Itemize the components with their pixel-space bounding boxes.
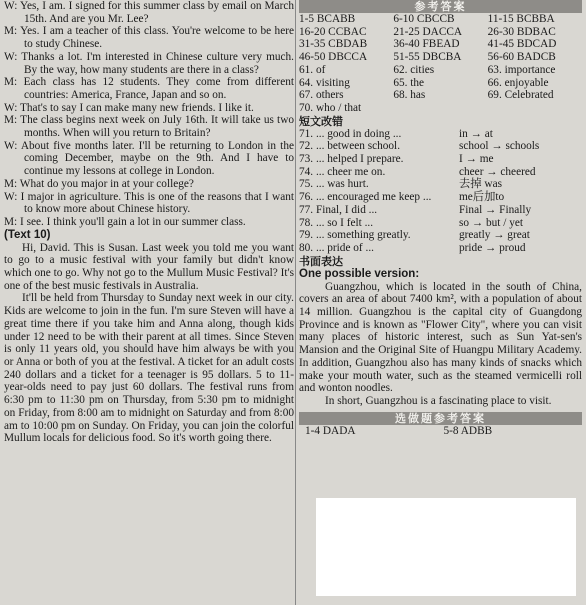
dialogue-line: M: Yes. I am a teacher of this class. You're welcome to be here to study Chinese.	[4, 25, 294, 51]
correction-row	[299, 191, 582, 204]
correction-fix: school → schools	[459, 140, 540, 153]
essay-paragraph: In short, Guangzhou is a fascinating place to visit.	[325, 394, 552, 407]
answer-cell: 66. enjoyable	[487, 76, 549, 89]
answer-cell: 62. cities	[393, 63, 435, 76]
answer-cell: 61. of	[299, 63, 326, 76]
correction-row	[299, 128, 582, 141]
answer-grid	[299, 13, 582, 115]
correction-error: 76. ... encouraged me keep ...	[299, 191, 432, 204]
correction-error: 75. ... was hurt.	[299, 178, 369, 191]
answer-row	[299, 77, 582, 90]
answer-cell: 67. others	[299, 89, 344, 102]
optional-answers-heading: 选做题参考答案	[299, 412, 582, 425]
dialogue-line: M: Each class has 12 students. They come from different countries: America, France, Japan and so on.	[4, 76, 294, 101]
dialogue-line: W: Yes, I am. I signed for this summer class by email on March 15th. And are you Mr. Lee?	[4, 0, 294, 25]
answer-cell: 31-35 CBDAB	[299, 38, 368, 51]
answer-key-column	[299, 0, 582, 437]
correction-error: 71. ... good in doing ...	[299, 127, 402, 140]
correction-row	[299, 166, 582, 179]
answer-row	[299, 38, 582, 51]
answer-cell: 46-50 DBCCA	[299, 51, 368, 64]
answer-cell: 36-40 FBEAD	[393, 38, 460, 51]
dialogue-line: W: I major in agriculture. This is one of the reasons that I want to know more about Chinese history.	[4, 190, 294, 216]
correction-fix: in → at	[459, 127, 493, 140]
answer-cell: 68. has	[393, 89, 426, 102]
dialogue-line: W: About five months later. I'll be returning to London in the coming December, maybe on the 9th. And I have to continue my lessons at college in London.	[4, 139, 294, 178]
answer-cell: 26-30 BDBAC	[487, 25, 556, 38]
answer-row	[299, 13, 582, 26]
answer-cell: 41-45 BDCAD	[487, 38, 557, 51]
answer-row	[299, 89, 582, 102]
correction-row	[299, 242, 582, 255]
dialogue	[4, 0, 294, 229]
column-divider	[295, 0, 296, 605]
correction-fix: me后加to	[459, 191, 505, 204]
text10-paragraph: Hi, David. This is Susan. Last week you told me you want to go to a music festival with your family but didn't know which one to go. Why not go to the Mullum Music Festival? It's one of the best music festivals in Australia.	[4, 241, 294, 292]
text10-title: (Text 10)	[4, 228, 51, 241]
answer-cell: 21-25 DACCA	[393, 25, 463, 38]
answer-row	[299, 64, 582, 77]
blank-area	[316, 498, 576, 596]
correction-row	[299, 140, 582, 153]
correction-fix: cheer → cheered	[459, 165, 536, 178]
correction-fix: greatly → great	[459, 229, 530, 242]
answer-cell: 1-4 DADA	[305, 424, 356, 437]
correction-error: 73. ... helped I prepare.	[299, 153, 404, 166]
correction-fix: pride → proud	[459, 241, 526, 254]
correction-row	[299, 204, 582, 217]
answer-cell: 70. who / that	[299, 101, 362, 114]
dialogue-line: M: The class begins next week on July 16th. It will take us two months. When will you return to Britain?	[4, 114, 294, 140]
answer-cell: 51-55 DBCBA	[393, 51, 462, 64]
correction-row	[299, 153, 582, 166]
listening-transcript-column	[4, 0, 294, 445]
version-label: One possible version:	[299, 267, 420, 280]
text10-paragraph: It'll be held from Thursday to Sunday next week in our city. Kids are welcome to join in the fun. I'm sure Steven will have a great time there if you take him and Anna along, though kids under 12 need to be with their parent at all times. Since Steven is only 11 years old, you should have him always be with you or Anna or both of you at the festival. A ticket for an adult costs 240 dollars and a ticket for a teenager is 95 dollars. 5 to 11-year-olds need to pay just 60 dollars. The festival runs from 6:30 pm to 11:30 pm on Thursday, from 5:30 pm to midnight on Friday, from 8:00 am to midnight on Saturday and from 8:00 am to 10:00 pm on Sunday. On Friday, you can join the colorful Mullum locals for delicious food. So it's worth going there.	[4, 292, 294, 445]
correction-error: 74. ... cheer me on.	[299, 165, 386, 178]
correction-error: 72. ... between school.	[299, 140, 401, 153]
answer-cell: 6-10 CBCCB	[393, 13, 455, 25]
correction-list	[299, 128, 582, 255]
correction-row	[299, 178, 582, 191]
answer-cell: 69. Celebrated	[487, 89, 554, 102]
answer-cell: 65. the	[393, 76, 425, 89]
correction-fix: Final → Finally	[459, 203, 532, 216]
answer-cell: 16-20 CCBAC	[299, 25, 367, 38]
writing-heading: 书面表达	[299, 254, 343, 268]
answer-cell: 5-8 ADBB	[443, 424, 493, 437]
dialogue-line: W: Thanks a lot. I'm interested in Chinese culture very much. By the way, how many students are there in a class?	[4, 50, 294, 76]
dialogue-line: W: That's to say I can make many new friends. I like it.	[4, 101, 254, 114]
essay-paragraph: Guangzhou, which is located in the south of China, covers an area of about 7400 km², with a population of about 14 million. Guangzhou is the capital city of Guangdong Province and is known as "Flower City", where you can visit many places of historic interest, such as Sun Yat-sen's Mansion and the Original Site of Huangpu Military Academy. In addition, Guangzhou also has many kinds of snacks which make your mouth water, such as the steamed vermicelli roll and wonton noodles.	[299, 280, 582, 395]
answer-key-heading: 参考答案	[299, 0, 582, 13]
correction-fix: so → but / yet	[459, 216, 524, 229]
answer-row	[299, 51, 582, 64]
answer-cell: 64. visiting	[299, 76, 350, 89]
answer-cell: 56-60 BADCB	[487, 51, 556, 64]
answer-row	[299, 26, 582, 39]
correction-fix: 去掉 was	[459, 178, 502, 191]
dialogue-line: M: I see. I think you'll gain a lot in our summer class.	[4, 215, 246, 228]
answer-row	[299, 102, 582, 115]
answer-cell: 63. importance	[487, 63, 556, 76]
dialogue-line: M: What do you major in at your college?	[4, 177, 194, 190]
correction-row	[299, 229, 582, 242]
optional-answer-row	[299, 425, 582, 438]
correction-error: 77. Final, I did ...	[299, 203, 378, 216]
correction-error: 79. ... something greatly.	[299, 229, 411, 242]
correction-heading: 短文改错	[299, 114, 343, 128]
answer-cell: 11-15 BCBBA	[487, 13, 555, 25]
correction-error: 78. ... so I felt ...	[299, 216, 374, 229]
correction-fix: I → me	[459, 153, 494, 166]
correction-row	[299, 217, 582, 230]
correction-error: 80. ... pride of ...	[299, 241, 374, 254]
answer-cell: 1-5 BCABB	[299, 13, 356, 25]
